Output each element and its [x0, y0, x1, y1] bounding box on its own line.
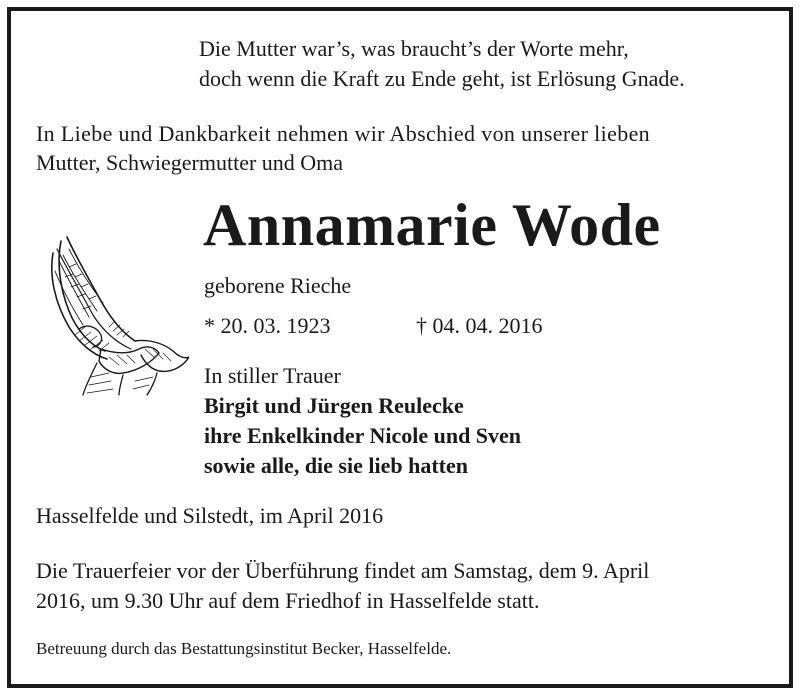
maiden-name: geborene Rieche	[204, 273, 352, 298]
mourners-line-1: Birgit und Jürgen Reulecke	[204, 393, 464, 418]
intro-line-2: Mutter, Schwiegermutter und Oma	[36, 150, 344, 175]
birth-date: * 20. 03. 1923	[204, 313, 331, 338]
intro-line-1: In Liebe und Dankbarkeit nehmen wir Abschied von unserer lieben	[36, 121, 651, 146]
undertaker: Betreuung durch das Bestattungsinstitut Becker, Hasselfelde.	[36, 639, 452, 658]
deceased-name: Annamarie Wode	[203, 192, 661, 258]
obituary-notice	[7, 7, 793, 688]
death-date: † 04. 04. 2016	[416, 313, 543, 338]
poem-line-2: doch wenn die Kraft zu Ende geht, ist Erlösung Gnade.	[199, 66, 685, 91]
mourners-line-2: ihre Enkelkinder Nicole und Sven	[204, 423, 522, 448]
service-line-2: 2016, um 9.30 Uhr auf dem Friedhof in Hasselfelde statt.	[36, 588, 540, 613]
poem-line-1: Die Mutter war’s, was braucht’s der Worte mehr,	[199, 36, 629, 61]
mourners-line-3: sowie alle, die sie lieb hatten	[204, 453, 468, 478]
mourning-intro: In stiller Trauer	[204, 363, 341, 388]
place-date: Hasselfelde und Silstedt, im April 2016	[36, 503, 384, 528]
service-line-1: Die Trauerfeier vor der Überführung findet am Samstag, dem 9. April	[36, 558, 650, 583]
praying-hands-icon	[39, 231, 189, 396]
